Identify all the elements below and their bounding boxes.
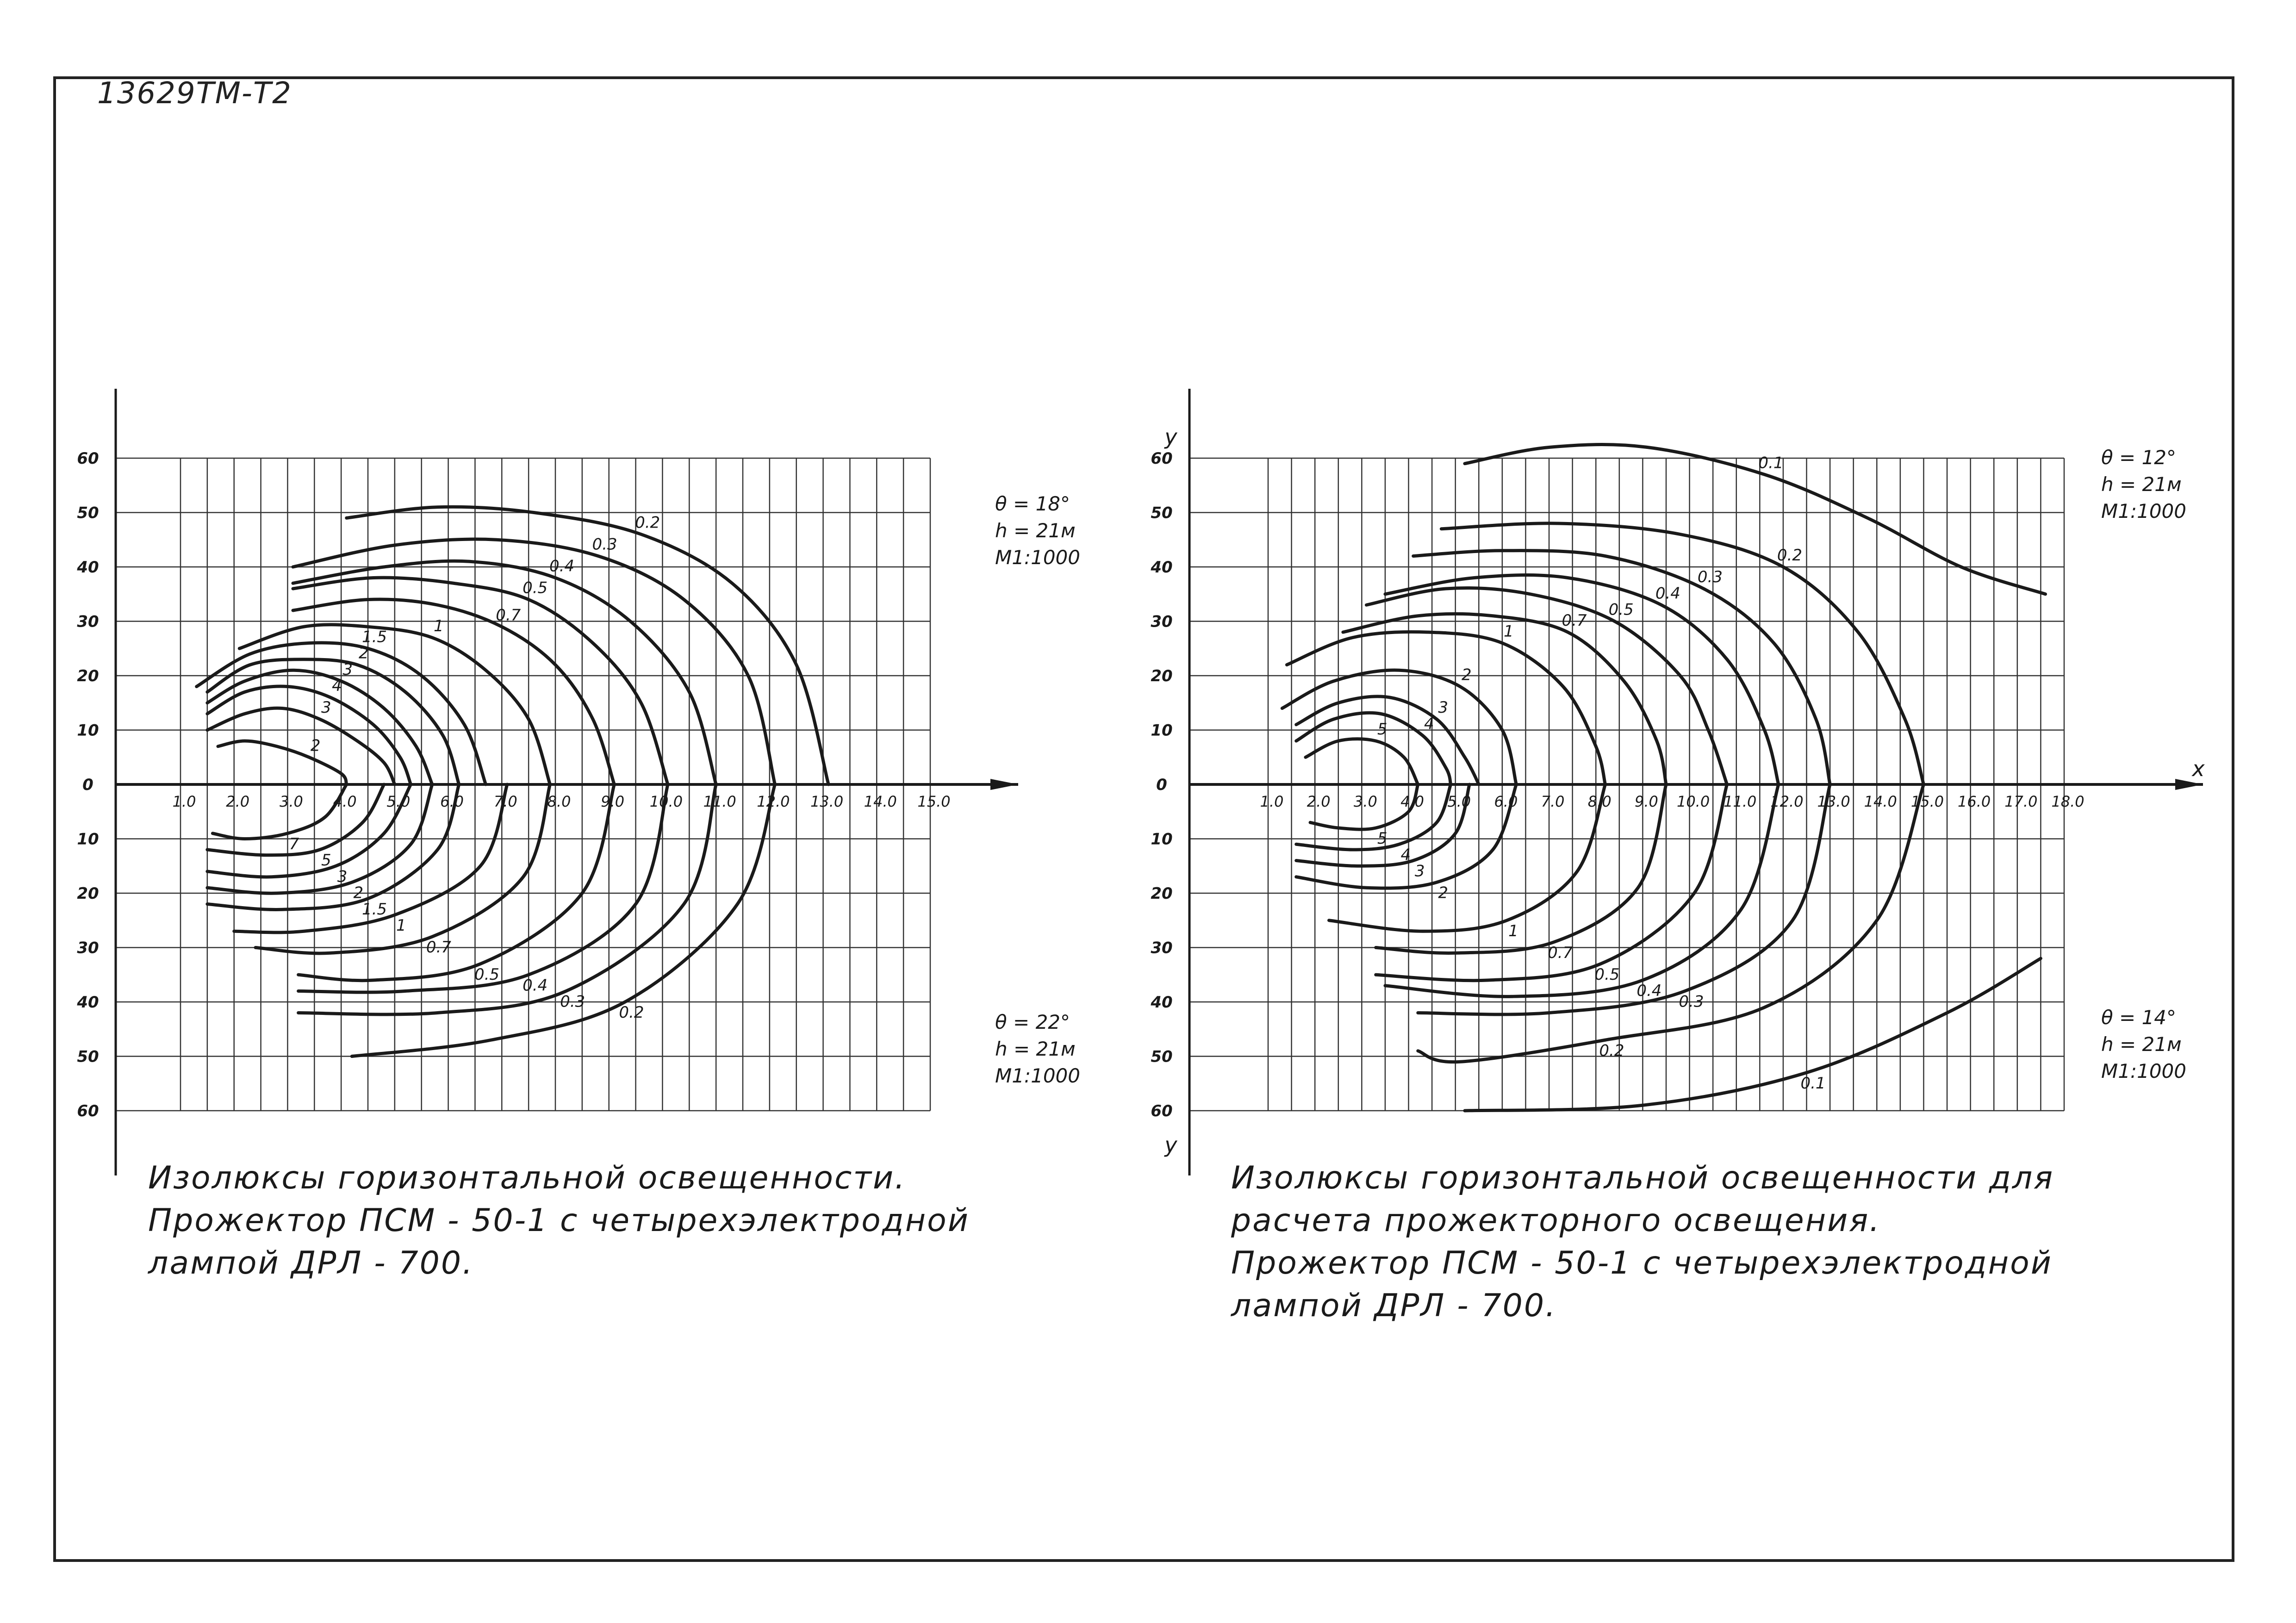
- left-x-tick-label: 4.0: [333, 793, 357, 810]
- left-isolux-curve: [347, 507, 828, 784]
- left-x-tick-label: 15.0: [917, 793, 951, 810]
- left-x-tick-label: 9.0: [601, 793, 625, 810]
- right-y-axis-name: y: [1164, 1132, 1177, 1157]
- left-isolux-label: 0.4: [523, 976, 548, 995]
- left-x-axis-arrow: [990, 779, 1018, 790]
- left-top-params: [995, 491, 1080, 571]
- left-top-scale: М1:1000: [995, 546, 1080, 569]
- right-y-tick-label: 40: [1151, 558, 1173, 577]
- right-y-tick-label: 50: [1151, 1047, 1173, 1066]
- left-isolux-curve: [207, 686, 411, 784]
- right-isolux-label: 3: [1414, 862, 1425, 881]
- right-y-tick-label: 50: [1151, 504, 1173, 522]
- right-x-tick-label: 17.0: [2004, 793, 2038, 810]
- left-x-tick-label: 5.0: [386, 793, 411, 810]
- left-isolux-label: 0.3: [560, 992, 585, 1011]
- left-isolux-curve: [293, 561, 716, 784]
- right-isolux-curve: [1465, 445, 2046, 594]
- right-x-tick-label: 11.0: [1724, 793, 1757, 810]
- left-isolux-label: 0.7: [496, 606, 521, 625]
- right-isolux-label: 0.7: [1548, 943, 1573, 962]
- right-caption-line-2: расчета прожекторного освещения.: [1231, 1202, 1881, 1239]
- right-top-scale: М1:1000: [2101, 500, 2186, 522]
- right-top-height: h = 21м: [2101, 473, 2182, 496]
- left-caption-line-3: лампой ДРЛ - 700.: [148, 1245, 474, 1281]
- left-x-tick-label: 12.0: [757, 793, 790, 810]
- left-bottom-height: h = 21м: [995, 1038, 1076, 1060]
- left-isolux-label: 3: [337, 867, 348, 886]
- right-isolux-label: 4: [1424, 715, 1434, 734]
- right-isolux-label: 0.3: [1679, 992, 1704, 1011]
- right-isolux-label: 5: [1377, 829, 1388, 848]
- left-isolux-label: 3: [321, 698, 331, 717]
- right-isolux-label: 5: [1377, 720, 1388, 739]
- left-y-tick-label: 10: [77, 721, 99, 740]
- right-x-tick-label: 10.0: [1676, 793, 1710, 810]
- right-x-tick-label: 15.0: [1910, 793, 1944, 810]
- right-isolux-label: 0.4: [1636, 982, 1662, 1000]
- left-x-tick-label: 8.0: [547, 793, 571, 810]
- right-isolux-curve: [1413, 551, 1830, 784]
- left-isolux-label: 4: [332, 677, 342, 695]
- right-x-tick-label: 5.0: [1447, 793, 1471, 810]
- right-y-tick-label: 60: [1151, 1102, 1173, 1120]
- right-y-tick-label: 30: [1151, 939, 1173, 958]
- right-bottom-height: h = 21м: [2101, 1033, 2182, 1056]
- left-isolux-label: 0.4: [549, 557, 575, 576]
- left-bottom-scale: М1:1000: [995, 1064, 1080, 1087]
- right-isolux-label: 2: [1462, 665, 1472, 684]
- right-x-tick-label: 14.0: [1864, 793, 1897, 810]
- right-isolux-label: 4: [1400, 846, 1411, 864]
- document-code: 13629ТМ-Т2: [97, 76, 292, 111]
- right-top-theta: θ = 12°: [2101, 446, 2177, 469]
- left-y-tick-label: 50: [77, 504, 99, 522]
- right-isolux-curve: [1366, 588, 1727, 784]
- right-isolux-label: 0.4: [1655, 584, 1680, 603]
- right-caption: [1231, 1157, 2054, 1327]
- right-x-tick-label: 12.0: [1770, 793, 1804, 810]
- right-isolux-curve: [1441, 523, 1923, 784]
- left-isolux-label: 1.5: [361, 900, 387, 919]
- right-isolux-label: 2: [1438, 883, 1449, 902]
- right-y-tick-label: 60: [1151, 449, 1173, 468]
- right-x-tick-label: 9.0: [1634, 793, 1658, 810]
- right-top-params: [2101, 444, 2186, 525]
- left-isolux-label: 5: [321, 851, 331, 870]
- right-isolux-label: 0.1: [1800, 1074, 1826, 1093]
- right-y-tick-label: 10: [1151, 830, 1173, 849]
- right-isolux-label: 0.2: [1599, 1041, 1624, 1060]
- right-isolux-curve: [1296, 696, 1479, 784]
- left-x-tick-label: 1.0: [172, 793, 196, 810]
- right-y-tick-label: 0: [1156, 776, 1167, 794]
- left-isolux-curve: [218, 741, 347, 784]
- right-x-tick-label: 3.0: [1353, 793, 1377, 810]
- left-isolux-label: 1: [396, 916, 406, 935]
- left-y-tick-label: 20: [77, 884, 99, 903]
- left-bottom-theta: θ = 22°: [995, 1011, 1070, 1033]
- right-caption-line-3: Прожектор ПСМ - 50-1 с четырехэлектродной: [1231, 1245, 2053, 1281]
- right-x-tick-label: 7.0: [1541, 793, 1565, 810]
- right-y-tick-label: 10: [1151, 721, 1173, 740]
- left-x-tick-label: 3.0: [279, 793, 303, 810]
- left-isolux-label: 0.2: [635, 513, 660, 532]
- right-isolux-label: 0.2: [1777, 546, 1802, 565]
- right-y-tick-label: 30: [1151, 612, 1173, 631]
- left-y-tick-label: 60: [77, 449, 99, 468]
- right-caption-line-4: лампой ДРЛ - 700.: [1231, 1287, 1557, 1324]
- right-x-tick-label: 1.0: [1260, 793, 1284, 810]
- right-isolux-label: 0.7: [1562, 611, 1587, 630]
- right-y-axis-name: y: [1164, 424, 1177, 449]
- right-y-tick-label: 40: [1151, 993, 1173, 1012]
- left-top-theta: θ = 18°: [995, 492, 1070, 515]
- right-isolux-label: 0.3: [1697, 568, 1723, 586]
- right-isolux-label: 0.1: [1758, 454, 1784, 473]
- right-isolux-label: 1: [1504, 622, 1514, 641]
- right-x-tick-label: 2.0: [1307, 793, 1331, 810]
- left-y-tick-label: 0: [82, 776, 93, 794]
- right-y-tick-label: 20: [1151, 667, 1173, 685]
- left-x-tick-label: 10.0: [649, 793, 683, 810]
- right-isolux-label: 3: [1438, 698, 1449, 717]
- left-y-tick-label: 10: [77, 830, 99, 849]
- left-x-tick-label: 2.0: [226, 793, 250, 810]
- right-x-tick-label: 18.0: [2051, 793, 2084, 810]
- right-x-tick-label: 6.0: [1494, 793, 1518, 810]
- right-x-axis-name: x: [2192, 756, 2205, 781]
- right-bottom-scale: М1:1000: [2101, 1060, 2186, 1082]
- left-x-tick-label: 11.0: [703, 793, 736, 810]
- left-isolux-label: 2: [310, 736, 321, 755]
- left-x-tick-label: 14.0: [864, 793, 897, 810]
- left-x-tick-label: 7.0: [493, 793, 517, 810]
- left-y-tick-label: 40: [77, 558, 99, 577]
- left-isolux-label: 1.5: [361, 628, 387, 647]
- left-y-tick-label: 30: [77, 612, 99, 631]
- left-isolux-label: 2: [353, 883, 364, 902]
- left-top-height: h = 21м: [995, 519, 1076, 542]
- left-isolux-label: 0.5: [523, 578, 548, 597]
- right-x-tick-label: 16.0: [1958, 793, 1991, 810]
- left-y-tick-label: 30: [77, 939, 99, 958]
- left-isolux-label: 7: [289, 834, 299, 853]
- left-caption: [148, 1157, 970, 1285]
- right-bottom-params: [2101, 1004, 2186, 1085]
- right-isolux-label: 0.5: [1594, 965, 1620, 984]
- left-caption-line-2: Прожектор ПСМ - 50-1 с четырехэлектродной: [148, 1202, 970, 1239]
- right-caption-line-1: Изолюксы горизонтальной освещенности для: [1231, 1160, 2054, 1196]
- left-bottom-params: [995, 1009, 1080, 1089]
- left-isolux-label: 3: [342, 660, 353, 679]
- right-isolux-curve: [1465, 958, 2041, 1111]
- left-isolux-label: 0.2: [619, 1003, 644, 1022]
- right-x-tick-label: 4.0: [1400, 793, 1424, 810]
- left-caption-line-1: Изолюксы горизонтальной освещенности.: [148, 1160, 906, 1196]
- right-bottom-theta: θ = 14°: [2101, 1006, 2177, 1029]
- left-isolux-label: 2: [359, 644, 369, 663]
- left-x-tick-label: 6.0: [440, 793, 464, 810]
- left-isolux-label: 1: [434, 616, 444, 635]
- right-x-tick-label: 8.0: [1587, 793, 1612, 810]
- right-isolux-label: 1: [1508, 921, 1518, 940]
- left-y-tick-label: 40: [77, 993, 99, 1012]
- left-isolux-label: 0.7: [426, 938, 451, 957]
- right-isolux-label: 0.5: [1608, 600, 1634, 619]
- right-y-tick-label: 20: [1151, 884, 1173, 903]
- left-y-tick-label: 60: [77, 1102, 99, 1120]
- left-y-tick-label: 50: [77, 1047, 99, 1066]
- left-isolux-label: 0.5: [474, 965, 500, 984]
- left-x-tick-label: 13.0: [810, 793, 844, 810]
- left-y-tick-label: 20: [77, 667, 99, 685]
- left-isolux-label: 0.3: [592, 535, 617, 554]
- right-x-tick-label: 13.0: [1817, 793, 1850, 810]
